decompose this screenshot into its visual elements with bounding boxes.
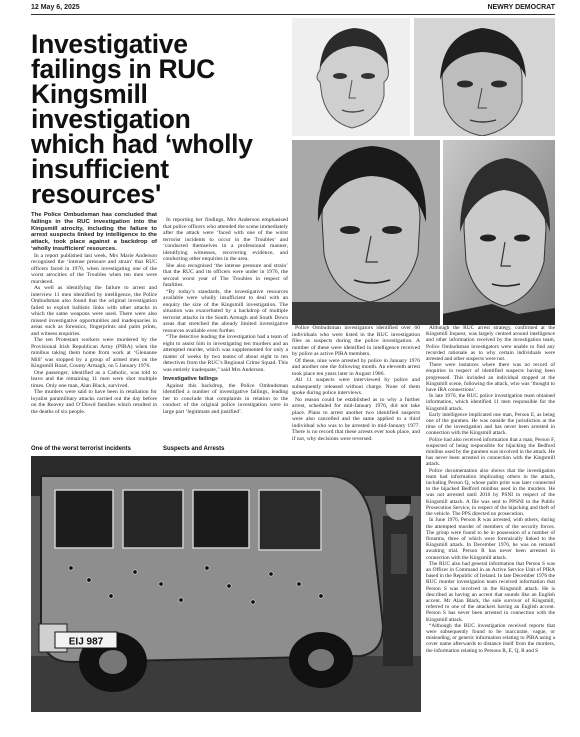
headline-line: which had ‘wholly — [31, 129, 253, 159]
article-paragraph: Police Ombudsman investigators identified over 60 individuals who were listed in the RUC investigation files as suspects during the police investigation. A number of these were identified in intelligence received by police as active PIRA members. — [292, 325, 420, 357]
article-paragraph: Against this backdrop, the Police Ombudsman identified a number of investigative failings, leading her to conclude that complaints in relation to the conduct of the original police investigation were in large part ‘legitimate and justified’. — [163, 382, 288, 415]
article-paragraph: In reporting her findings, Mrs Anderson emphasised that police officers who attended the scene immediately after the attack were ‘faced with one of the worst terrorist incidents to occur in the Troubles’ and ‘conducted themselves in a professional manner, identifying witnesses, recovering evidence, and conducting other enquiries in the area. — [163, 217, 288, 262]
article-paragraph: “Although the RUC investigation received reports that were subsequently found to be inaccurate, vague, or misleading, or generic information relating to PIRA using a cover name afterwards to distance itself from the murders, the information relating to Persons R, E, Q, R and S — [426, 622, 555, 654]
article-paragraph: The murders were said to have been in retaliation for loyalist paramilitary attacks carried out the day before on the Reavey and O’Dowd families which resulted in the deaths of six people. — [31, 389, 157, 415]
article-paragraph: Early intelligence implicated one man, Person E, as being one of the gunmen. He was outside the jurisdiction at the time of the investigation and has never been arrested in connection with the Kingsmill attack. — [426, 411, 555, 437]
article-paragraph: “By today’s standards, the investigative resources available were wholly insufficient to deal with an enquiry the size of the Kingsmill investigation. The situation was exacerbated by a backdrop of multiple terrorist attacks in the South Armagh and South Down areas that stretched the already limited investigative resources available even further. — [163, 288, 288, 334]
portrait-collage-image — [292, 18, 555, 325]
article-column-4 — [426, 325, 555, 654]
newspaper-name: NEWRY DEMOCRAT — [487, 4, 555, 11]
photo-caption-left: One of the worst terrorist incidents — [31, 446, 132, 452]
article-headline — [31, 29, 291, 209]
article-paragraph: Police had also received information that a man, Person F, suspected of being responsible for hijacking the Bedford minibus used by the gunmen was involved in the attack. He has never been arrested in connection with the Kingsmill attack. — [426, 436, 555, 468]
article-paragraph: She also recognised ‘the intense pressure and strain’ that the RUC and its officers were under in 1976, the second worst year of The Troubles in respect of fatalities. — [163, 262, 288, 288]
article-paragraph: As well as identifying the failure to arrest and interview 11 men identified by intelligence, the Police Ombudsman also found that the original investigation failed to exploit ballistic links with other attacks in which the same weapons were used. There were also missed investigative opportunities and inadequacies in areas such as forensics, fingerprints and palm prints, and witness enquiries. — [31, 285, 157, 337]
article-paragraph: In late 1976, the RUC police investigation team obtained information, which identified 11 men responsible for the Kingsmill attack. — [426, 393, 555, 412]
article-paragraph: There were instances where there was no record of enquiries in respect of identified suspects having been progressed. This included an individual stopped at the Kingsmill scene, following the attack, who was ‘thought to have IRA connections’. — [426, 362, 555, 394]
article-column-3 — [292, 325, 420, 442]
article-paragraph: All 11 suspects were interviewed by police and subsequently released without charge. None of them spoke during police interviews. — [292, 377, 420, 396]
header-rule — [31, 14, 555, 15]
headline-line: failings in RUC — [31, 54, 215, 84]
headline-line: investigation — [31, 104, 191, 134]
headline-line: Kingsmill — [31, 79, 148, 109]
article-paragraph: In a report published last week, Mrs Marie Anderson recognised the ‘intense pressure and strain’ that RUC officers faced in 1976, when investigating one of the worst atrocities of the Troubles when ten men were murdered. — [31, 252, 157, 285]
article-paragraph: No reason could be established as to why a further arrest, scheduled for mid-January 1976, did not take place. Plans to arrest another two identified suspects were also cancelled and the same applied to a third individual who was to be arrested in mid-January 1977. There is no record that these arrests ever took place, and if not, why decisions were reversed. — [292, 396, 420, 442]
article-paragraph: Of these, nine were arrested by police in January 1976 and another one the following month. An eleventh arrest took place ten years later in August 1986. — [292, 357, 420, 377]
suspect-photos — [292, 18, 555, 325]
article-paragraph: In June 1976, Person R was arrested, with others, during the attempted murder of members of the security forces. The group were found to be in possession of a number of firearms, three of which were forensically linked to the Kingsmill attack. In December 1976, he was on remand awaiting trial. Person R has never been arrested in connection with the Kingsmill attack. — [426, 517, 555, 561]
article-lead: The Police Ombudsman has concluded that failings in the RUC investigation into the Kingsmill atrocity, including the failure to arrest suspects linked by intelligence to the attack, took place against a backdrop of ‘wholly insufficient’ resources. — [31, 212, 157, 252]
article-column-1 — [31, 212, 157, 415]
photo-caption-right: Suspects and Arrests — [163, 446, 225, 452]
article-paragraph: The RUC also had general information that Person S was an Officer in Command in an Active Service Unit of PIRA based in the Republic of Ireland. In late December 1976 the RUC murder investigation team received information that Person S was involved in the Kingsmill attack. He is described as having an accent that sounds like an English accent. Mr Alan Black, the sole survivor of Kingsmill, referred to one of the attackers having an English accent. Person S has never been arrested in connection with the Kingsmill attack. — [426, 560, 555, 623]
page-date: 12 May 6, 2025 — [31, 4, 80, 11]
license-plate-text: EIJ 987 — [68, 636, 104, 648]
article-paragraph: Police documentation also shows that the investigation team had information implicating others in the attack, including Person Q, whose palm print was later connected to the hijacked Bedford minibus used in the murders. He was not arrested until 2016 by PSNI in respect of the Kingsmill attack. A file was sent to PPSNI to the Public Prosecution Service, in respect of the hijacking and theft of the vehicle. The PPS directed no prosecution. — [426, 467, 555, 518]
article-paragraph: The ten Protestant workers were murdered by the Provisional Irish Republican Army (PIRA) when the minibus taking them home from work at ‘Glenanne Mill’ was stopped by a group of armed men on the Kingsmill Road, County Armagh, on 5 January 1976. — [31, 337, 157, 370]
article-paragraph: Although the RUC arrest strategy, confirmed at the Kingsmill Inquest, was largely centred around intelligence and other information received by the investigation team, Police Ombudsman investigators were unable to find any recorded rationale as to why certain individuals were arrested and other suspects were not. — [426, 325, 555, 363]
minibus-image — [31, 456, 421, 712]
article-paragraph: “The detective leading the investigation had a team of eight to assist him in investigating ten murders and an attempted murder, which was supplemented for only a matter of weeks by two teams of about eight to ten detectives from the RUC’s Regional Crime Squad. This was entirely inadequate,” said Mrs Anderson. — [163, 334, 288, 373]
headline-line: insufficient — [31, 154, 169, 184]
article-subhead: Investigative failings — [163, 376, 219, 382]
article-paragraph: One passenger, identified as a Catholic, was told to leave and the remaining 11 men were shot multiple times. Only one man, Alan Black, survived. — [31, 369, 157, 389]
headline-line: resources' — [31, 179, 161, 209]
article-column-2 — [163, 217, 288, 415]
headline-line: Investigative — [31, 29, 188, 59]
minibus-photo — [31, 456, 421, 712]
